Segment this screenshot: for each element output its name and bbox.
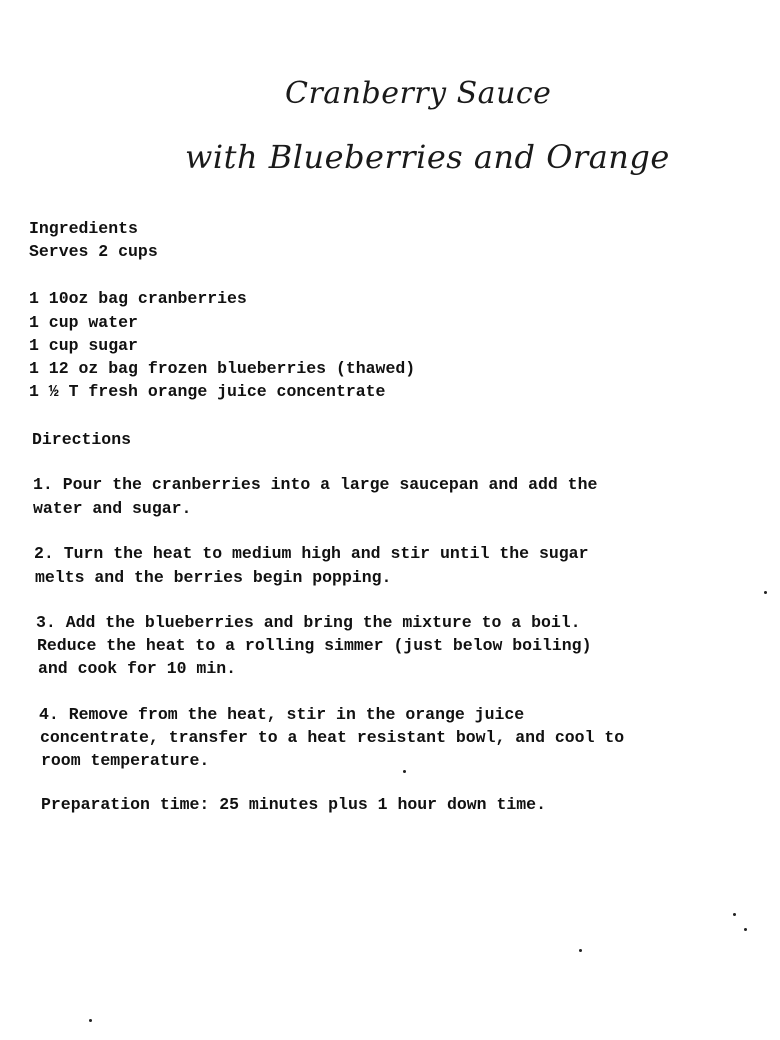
- serves-text: Serves 2 cups: [29, 242, 158, 261]
- recipe-title-line1: Cranberry Sauce: [285, 76, 552, 111]
- direction-step-line: 2. Turn the heat to medium high and stir until the sugar: [34, 544, 589, 563]
- paper-speck: [744, 928, 747, 931]
- ingredient-item: 1 cup sugar: [29, 336, 138, 355]
- prep-time-text: Preparation time: 25 minutes plus 1 hour down time.: [41, 795, 546, 814]
- ingredient-item: 1 ½ T fresh orange juice concentrate: [29, 382, 386, 401]
- ingredient-item: 1 12 oz bag frozen blueberries (thawed): [29, 359, 416, 378]
- direction-step-line: Reduce the heat to a rolling simmer (just below boiling): [37, 636, 592, 655]
- ingredients-heading: Ingredients: [29, 219, 138, 238]
- paper-speck: [579, 949, 582, 952]
- direction-step-line: water and sugar.: [33, 499, 192, 518]
- paper-speck: [89, 1019, 92, 1022]
- ingredient-item: 1 10oz bag cranberries: [29, 289, 247, 308]
- paper-speck: [733, 913, 736, 916]
- ingredient-item: 1 cup water: [29, 313, 138, 332]
- direction-step-line: 4. Remove from the heat, stir in the orange juice: [39, 705, 525, 724]
- direction-step-line: concentrate, transfer to a heat resistant bowl, and cool to: [40, 728, 625, 747]
- direction-step-line: room temperature.: [41, 751, 210, 770]
- direction-step-line: melts and the berries begin popping.: [35, 568, 392, 587]
- recipe-title-line2: with Blueberries and Orange: [185, 138, 670, 176]
- direction-step-line: 3. Add the blueberries and bring the mixture to a boil.: [36, 613, 581, 632]
- directions-heading: Directions: [32, 430, 132, 449]
- direction-step-line: and cook for 10 min.: [38, 659, 237, 678]
- direction-step-line: 1. Pour the cranberries into a large saucepan and add the: [33, 475, 598, 494]
- paper-speck: [764, 591, 767, 594]
- paper-speck: [403, 770, 406, 773]
